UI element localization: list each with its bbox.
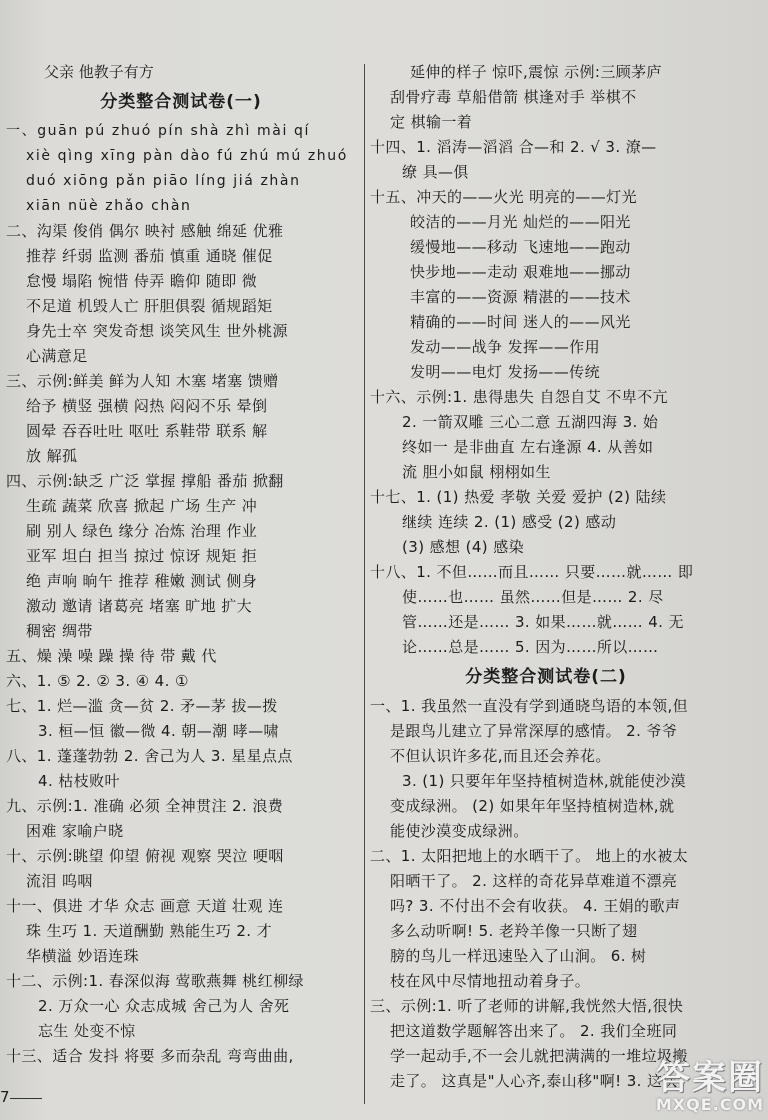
answer-line: 定 棋输一着 bbox=[390, 113, 473, 131]
answer-line: 发动——战争 发挥——作用 bbox=[410, 338, 600, 356]
answer-line: 三、示例:1. 听了老师的讲解,我恍然大悟,很快 bbox=[370, 997, 684, 1015]
answer-line: 九、示例:1. 准确 必须 全神贯注 2. 浪费 bbox=[6, 797, 284, 815]
answer-line: 六、1. ⑤ 2. ② 3. ④ 4. ① bbox=[6, 672, 189, 690]
answer-line: 发明——电灯 发扬——传统 bbox=[410, 363, 600, 381]
answer-line: 快步地——走动 艰难地——挪动 bbox=[410, 263, 631, 281]
answer-line: 刷 别人 绿色 缘分 冶炼 治理 作业 bbox=[26, 522, 258, 540]
answer-line: 不但认识许多花,而且还会养花。 bbox=[390, 747, 611, 765]
answer-line: 十一、俱进 才华 众志 画意 天道 壮观 连 bbox=[6, 897, 284, 915]
answer-line: 五、燥 澡 噪 躁 操 待 带 戴 代 bbox=[6, 647, 217, 665]
answer-line: 一、guān pú zhuó pín shà zhì mài qí bbox=[6, 123, 310, 139]
answer-line: xiè qìng xīng pàn dào fú zhú mú zhuó bbox=[26, 148, 348, 164]
site-watermark bbox=[614, 1060, 764, 1116]
answer-line: 管……还是…… 3. 如果……就…… 4. 无 bbox=[402, 613, 684, 631]
answer-line: 稠密 绸带 bbox=[26, 622, 93, 640]
answer-line: 十七、1. (1) 热爱 孝敬 关爱 爱护 (2) 陆续 bbox=[370, 488, 667, 506]
answer-line: 丰富的——资源 精湛的——技术 bbox=[410, 288, 631, 306]
answer-line: 十八、1. 不但……而且…… 只要……就…… 即 bbox=[370, 563, 694, 581]
answer-line: 不足道 机毁人亡 肝胆俱裂 循规蹈矩 bbox=[26, 297, 273, 315]
answer-line: 十四、1. 滔涛—滔滔 合—和 2. √ 3. 潦— bbox=[370, 138, 657, 156]
answer-line: 继续 连续 2. (1) 感受 (2) 感动 bbox=[402, 513, 617, 531]
answer-line: 亚军 坦白 担当 掠过 惊讶 规矩 拒 bbox=[26, 547, 258, 565]
answer-line: 放 解孤 bbox=[26, 447, 78, 465]
answer-line: 二、沟渠 俊俏 偶尔 映衬 感触 绵延 优雅 bbox=[6, 222, 284, 240]
right-column bbox=[370, 60, 722, 1094]
answer-line: 珠 生巧 1. 天道酬勤 熟能生巧 2. 才 bbox=[26, 922, 273, 940]
page-number-rule bbox=[10, 1098, 42, 1099]
answer-line: 流 胆小如鼠 栩栩如生 bbox=[402, 463, 551, 481]
answer-line: 走了。 这真是"人心齐,泰山移"啊! 3. 这次 bbox=[390, 1072, 678, 1090]
answer-line: (3) 感想 (4) 感染 bbox=[402, 538, 524, 556]
answer-line: 能使沙漠变成绿洲。 bbox=[390, 822, 529, 840]
answer-line: 2. 万众一心 众志成城 舍己为人 舍死 bbox=[38, 997, 290, 1015]
answer-line: 把这道数学题解答出来了。 2. 我们全班同 bbox=[390, 1022, 678, 1040]
answer-line: 三、示例:鲜美 鲜为人知 木塞 堵塞 馈赠 bbox=[6, 372, 279, 390]
answer-line: 给予 横竖 强横 闷热 闷闷不乐 晕倒 bbox=[26, 397, 268, 415]
answer-line: 十三、适合 发抖 将要 多而杂乱 弯弯曲曲, bbox=[6, 1047, 294, 1065]
answer-line: 困难 家喻户晓 bbox=[26, 822, 124, 840]
answer-line: 十六、示例:1. 患得患失 自怨自艾 不卑不亢 bbox=[370, 388, 668, 406]
answer-line: 皎洁的——月光 灿烂的——阳光 bbox=[410, 213, 631, 231]
answer-line: 3. (1) 只要年年坚持植树造林,就能使沙漠 bbox=[402, 772, 687, 790]
answer-line: 变成绿洲。 (2) 如果年年坚持植树造林,就 bbox=[390, 797, 675, 815]
answer-line: 3. 桓—恒 徽—微 4. 朝—潮 哮—啸 bbox=[38, 722, 279, 740]
answer-line: 缓慢地——移动 飞速地——跑动 bbox=[410, 238, 631, 256]
answer-line: 4. 枯枝败叶 bbox=[38, 772, 120, 790]
answer-line: 多么动听啊! 5. 老羚羊像一只断了翅 bbox=[390, 922, 638, 940]
answer-line: 2. 一箭双雕 三心二意 五湖四海 3. 始 bbox=[402, 413, 659, 431]
answer-line: 八、1. 蓬蓬勃勃 2. 舍己为人 3. 星星点点 bbox=[6, 747, 293, 765]
answer-line: 学一起动手,不一会儿就把满满的一堆垃圾搬 bbox=[390, 1047, 688, 1065]
answer-line: 枝在风中尽情地扭动着身子。 bbox=[390, 972, 591, 990]
answer-line: 圆晕 吞吞吐吐 呕吐 系鞋带 联系 解 bbox=[26, 422, 268, 440]
left-column bbox=[6, 60, 356, 1069]
answer-line: 十、示例:眺望 仰望 俯视 观察 哭泣 哽咽 bbox=[6, 847, 284, 865]
answer-line: 终如一 是非曲直 左右逢源 4. 从善如 bbox=[402, 438, 654, 456]
test-heading-2: 分类整合测试卷(二) bbox=[465, 667, 627, 687]
answer-line: 是跟鸟儿建立了异常深厚的感情。 2. 爷爷 bbox=[390, 722, 678, 740]
answer-line: 阳晒干了。 2. 这样的奇花异草难道不漂亮 bbox=[390, 872, 678, 890]
answer-line: 推荐 纤弱 监测 番茄 慎重 通晓 催促 bbox=[26, 247, 273, 265]
answer-line: 忘生 处变不惊 bbox=[38, 1022, 136, 1040]
answer-line: 一、1. 我虽然一直没有学到通晓鸟语的本领,但 bbox=[370, 697, 689, 715]
column-divider bbox=[364, 64, 365, 1104]
top-note: 父亲 他教子有方 bbox=[44, 63, 154, 81]
answer-line: 论……总是…… 5. 因为……所以…… bbox=[402, 638, 659, 656]
answer-line: 膀的鸟儿一样迅速坠入了山涧。 6. 树 bbox=[390, 947, 647, 965]
answer-line: 七、1. 烂—滥 贪—贫 2. 矛—茅 拔—拨 bbox=[6, 697, 278, 715]
answer-line: 十二、示例:1. 春深似海 莺歌燕舞 桃红柳绿 bbox=[6, 972, 304, 990]
watermark-url: MXQE.COM bbox=[655, 1095, 764, 1114]
answer-line: duó xiōng pǎn piāo líng jiá zhàn bbox=[26, 173, 301, 189]
answer-line: 四、示例:缺乏 广泛 掌握 撑船 番茄 掀翻 bbox=[6, 472, 284, 490]
answer-line: 使……也…… 虽然……但是…… 2. 尽 bbox=[402, 588, 664, 606]
answer-line: 吗? 3. 不付出不会有收获。 4. 王娟的歌声 bbox=[390, 897, 681, 915]
answer-line: 怠慢 塌陷 惋惜 侍弄 瞻仰 随即 微 bbox=[26, 272, 258, 290]
answer-line: 延伸的样子 惊吓,震惊 示例:三顾茅庐 bbox=[410, 63, 662, 81]
answer-line: 十五、冲天的——火光 明亮的——灯光 bbox=[370, 188, 637, 206]
answer-line: 心满意足 bbox=[26, 347, 88, 365]
answer-line: 身先士卒 突发奇想 谈笑风生 世外桃源 bbox=[26, 322, 288, 340]
answer-line: 流泪 呜咽 bbox=[26, 872, 93, 890]
page-number: 7 bbox=[0, 1088, 10, 1106]
answer-line: 二、1. 太阳把地上的水晒干了。 地上的水被太 bbox=[370, 847, 689, 865]
test-heading-1: 分类整合测试卷(一) bbox=[100, 92, 262, 112]
watermark-logo-text: 答案圈 bbox=[656, 1058, 764, 1098]
answer-line: 缭 具—俱 bbox=[402, 163, 469, 181]
answer-line: 绝 声响 晌午 推荐 稚嫩 测试 侧身 bbox=[26, 572, 258, 590]
answer-line: xiān nüè zhǎo chàn bbox=[26, 198, 192, 214]
answer-line: 刮骨疗毒 草船借箭 棋逢对手 举棋不 bbox=[390, 88, 637, 106]
answer-line: 生疏 蔬菜 欣喜 掀起 广场 生产 冲 bbox=[26, 497, 258, 515]
answer-line: 激动 邀请 诸葛亮 堵塞 旷地 扩大 bbox=[26, 597, 253, 615]
answer-line: 精确的——时间 迷人的——风光 bbox=[410, 313, 631, 331]
answer-line: 华横溢 妙语连珠 bbox=[26, 947, 139, 965]
